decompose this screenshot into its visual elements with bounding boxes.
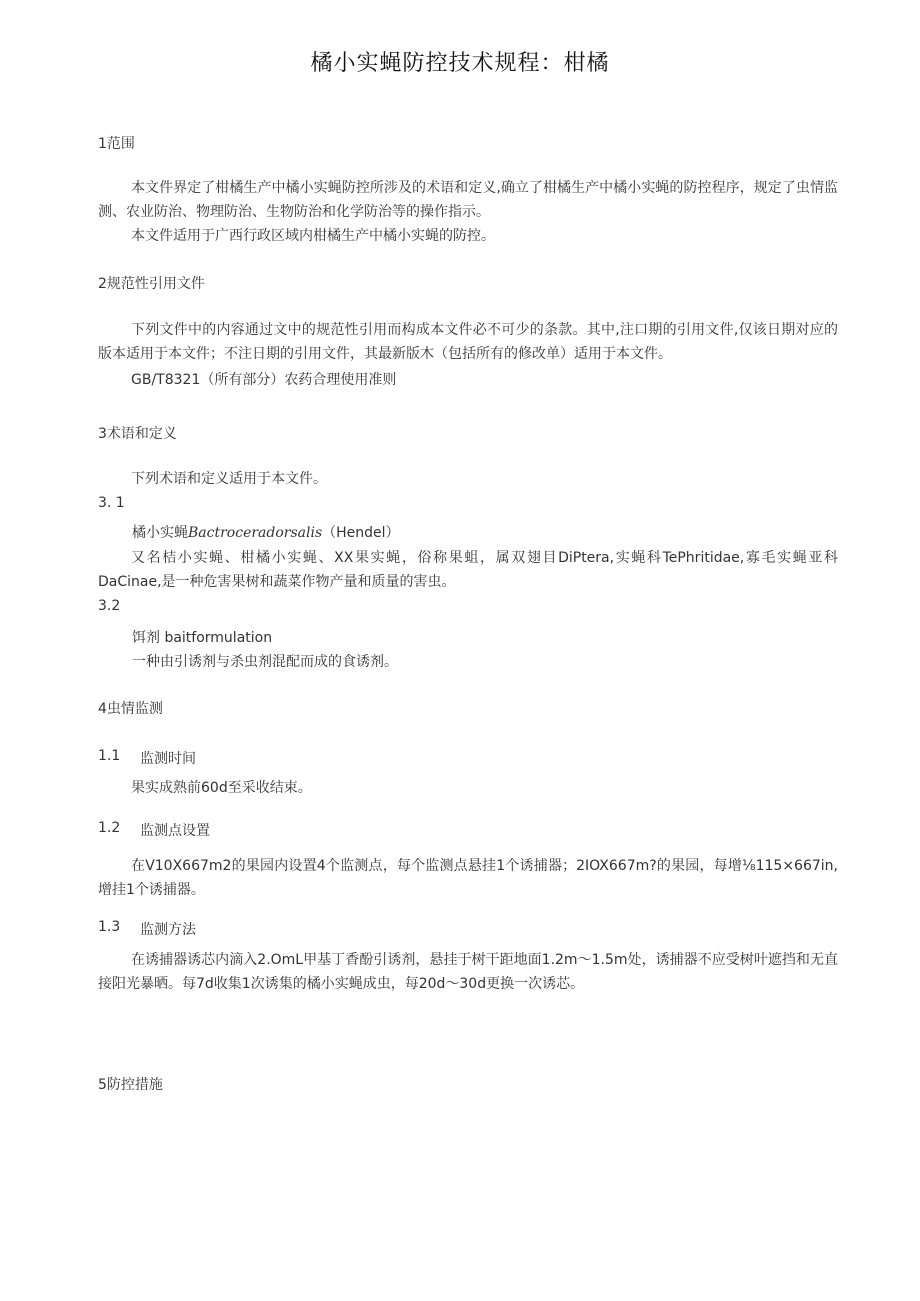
subsection-4-2-number: 1.2 [98, 820, 121, 836]
section-2-paragraph-1: 下列文件中的内容通过文中的规范性引用而构成本文件必不可少的条款。其中,注口期的引用文件,仅该日期对应的版本适用于本文件；不注日期的引用文件，其最新版木（包括所有的修改单）适用于本文件。 [98, 322, 838, 362]
section-2-heading: 2规范性引用文件 [98, 276, 205, 292]
term-3-1-definition: 又名桔小实蝇、柑橘小实蝇、XX果实蝇，俗称果蛆，属双翅目DiPtera,实蝇科TePhritidae,寡毛实蝇亚科DaCinae,是一种危害果树和蔬菜作物产量和质量的害虫。 [98, 550, 838, 590]
term-3-2-title: 饵剂 baitformulation [132, 630, 273, 646]
subsection-4-1-text: 果实成熟前60d至采收结束。 [131, 780, 312, 796]
section-1-paragraph-1: 本文件界定了柑橘生产中橘小实蝇防控所涉及的术语和定义,确立了柑橘生产中橘小实蝇的防控程序，规定了虫情监测、农业防治、物理防治、生物防治和化学防治等的操作指示。 [98, 180, 838, 220]
section-3-intro: 下列术语和定义适用于本文件。 [131, 471, 327, 487]
subsection-4-3-number: 1.3 [98, 919, 121, 935]
section-1-heading: 1范围 [98, 136, 135, 152]
term-3-1-cn: 橘小实蝇 [132, 525, 188, 541]
subsection-4-1-title: 监测时间 [140, 751, 196, 767]
section-2-reference: GB/T8321（所有部分）农药合理使用准则 [131, 372, 397, 388]
subsection-4-3-title: 监测方法 [140, 922, 196, 938]
subsection-4-1-number: 1.1 [98, 748, 121, 764]
term-3-2-definition: 一种由引诱剂与杀虫剂混配而成的食诱剂。 [132, 654, 398, 670]
section-4-heading: 4虫情监测 [98, 701, 163, 717]
document-title: 橘小实蝇防控技术规程：柑橘 [310, 51, 610, 76]
section-1-paragraph-2: 本文件适用于广西行政区域内柑橘生产中橘小实蝇的防控。 [131, 228, 495, 244]
section-3-heading: 3术语和定义 [98, 426, 177, 442]
term-3-1-number: 3. 1 [98, 495, 125, 511]
subsection-4-3-text: 在诱捕器诱芯内滴入2.OmL甲基丁香酚引诱剂，悬挂于树干距地面1.2m～1.5m处，诱捕器不应受树叶遮挡和无直接阳光暴晒。每7d收集1次诱集的橘小实蝇成虫，每20d～30d更换一次诱芯。 [98, 952, 838, 992]
term-3-2-number: 3.2 [98, 598, 121, 614]
term-3-1-title [132, 522, 400, 542]
term-3-1-latin: Bactroceradorsalis [188, 525, 323, 541]
subsection-4-2-text: 在V10X667m2的果园内设置4个监测点，每个监测点悬挂1个诱捕器；2IOX667m?的果园，每增⅛115×667in,增挂1个诱捕器。 [98, 858, 838, 898]
term-3-1-author: （Hendel） [322, 525, 400, 541]
section-5-heading: 5防控措施 [98, 1077, 163, 1093]
subsection-4-2-title: 监测点设置 [140, 823, 210, 839]
